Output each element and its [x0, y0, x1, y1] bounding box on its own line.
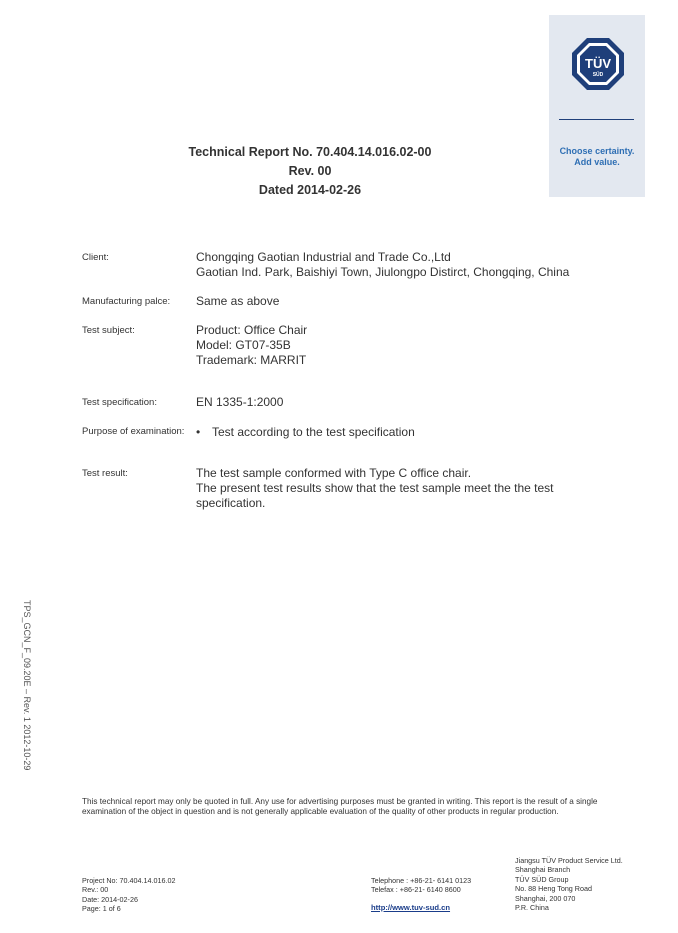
footer-contact	[371, 876, 471, 895]
footer-address	[515, 856, 623, 912]
footer-project-no: Project No: 70.404.14.016.02	[82, 876, 176, 885]
test-result-label: Test result:	[82, 468, 128, 479]
result-line-1: The test sample conformed with Type C office chair.	[196, 466, 472, 480]
result-line-3: specification.	[196, 496, 266, 510]
test-subject-value	[196, 323, 307, 368]
svg-text:TÜV: TÜV	[585, 56, 611, 71]
footer-telephone: Telephone : +86-21- 6141 0123	[371, 876, 472, 885]
slogan-line-1: Choose certainty.	[559, 146, 635, 156]
tuv-sud-logo-icon	[571, 37, 625, 91]
bullet-icon: •	[196, 425, 201, 439]
report-title-block	[130, 143, 490, 200]
footer-rev: Rev.: 00	[82, 885, 109, 895]
subject-trademark: Trademark: MARRIT	[196, 353, 307, 367]
subject-product: Product: Office Chair	[196, 323, 308, 337]
test-spec-value: EN 1335-1:2000	[196, 395, 284, 409]
test-spec-label: Test specification:	[82, 397, 157, 408]
brand-slogan	[549, 146, 645, 168]
client-address: Gaotian Ind. Park, Baishiyi Town, Jiulongpo Distirct, Chongqing, China	[196, 265, 570, 279]
address-line-2: Shanghai Branch	[515, 865, 571, 875]
footer-page: Page: 1 of 6	[82, 904, 121, 914]
svg-text:SÜD: SÜD	[592, 72, 604, 78]
test-result-value	[196, 466, 554, 511]
address-line-6: P.R. China	[515, 903, 549, 913]
form-code-side-text: TPS_GCN_F_09.20E – Rev. 1 2012-10-29	[22, 600, 32, 771]
purpose-label: Purpose of examination:	[82, 426, 185, 437]
test-subject-label: Test subject:	[82, 325, 135, 336]
manufacturing-value: Same as above	[196, 294, 280, 308]
purpose-text: Test according to the test specification	[212, 425, 415, 439]
brand-panel	[549, 15, 645, 197]
manufacturing-label: Manufacturing palce:	[82, 296, 171, 307]
slogan-line-2: Add value.	[574, 157, 620, 167]
address-line-1: Jiangsu TÜV Product Service Ltd.	[515, 856, 623, 865]
disclaimer-text: This technical report may only be quoted in full. Any use for advertising purposes must be granted in writing. This report is the result of a single examination of the object in question and is not generally applicable evaluation of the quality of other products in regular production.	[82, 797, 598, 816]
address-line-4: No. 88 Heng Tong Road	[515, 884, 592, 894]
footer-project-info	[82, 876, 176, 914]
report-number: Technical Report No. 70.404.14.016.02-00	[188, 145, 432, 159]
footer-website-link[interactable]: http://www.tuv-sud.cn	[371, 903, 451, 912]
footer-date: Date: 2014-02-26	[82, 894, 138, 904]
brand-divider	[559, 119, 634, 120]
client-value	[196, 250, 569, 280]
purpose-value	[196, 425, 415, 440]
report-revision: Rev. 00	[288, 164, 332, 178]
result-line-2: The present test results show that the test sample meet the the test	[196, 481, 554, 495]
footer-telefax: Telefax : +86-21- 6140 8600	[371, 885, 461, 895]
address-line-3: TÜV SÜD Group	[515, 874, 569, 884]
client-label: Client:	[82, 252, 109, 263]
address-line-5: Shanghai, 200 070	[515, 893, 576, 903]
subject-model: Model: GT07-35B	[196, 338, 291, 352]
report-date: Dated 2014-02-26	[258, 183, 362, 197]
client-name: Chongqing Gaotian Industrial and Trade Co.,Ltd	[196, 250, 451, 264]
